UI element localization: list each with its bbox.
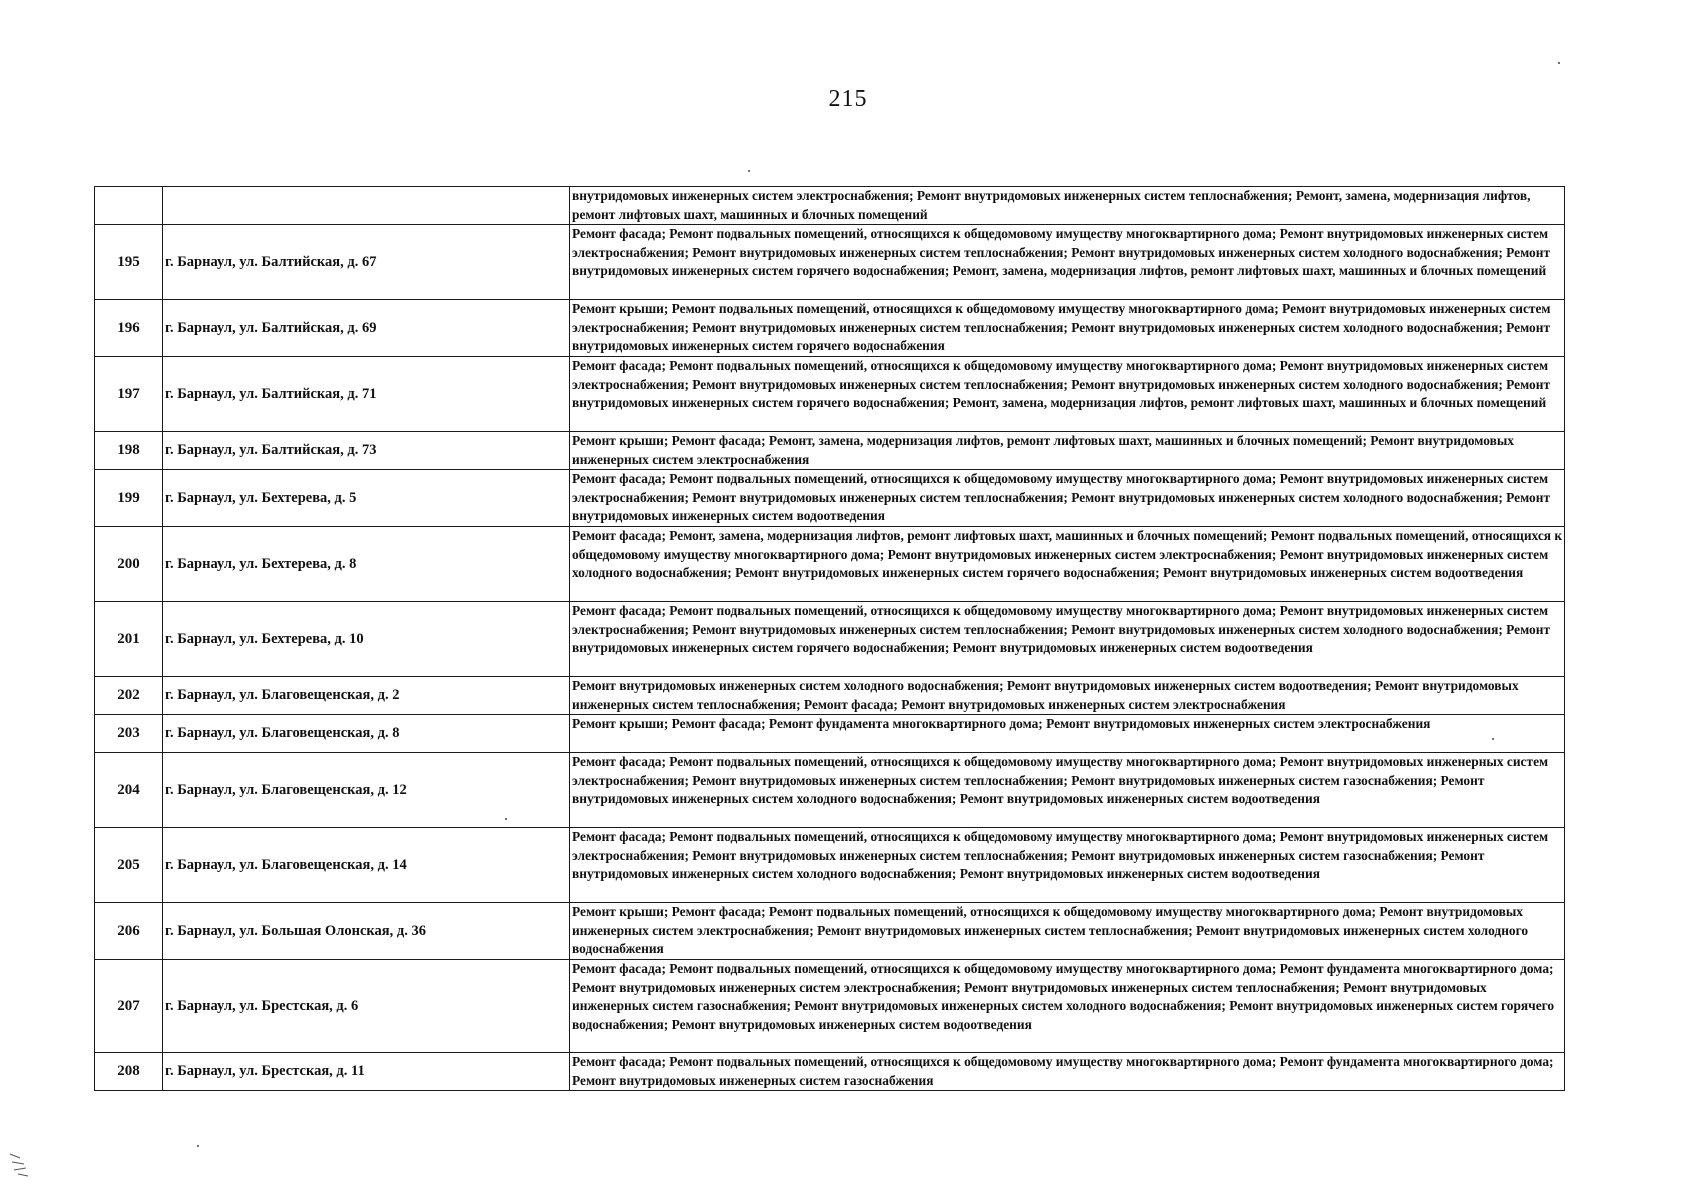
row-number-cell: 206: [95, 903, 163, 960]
table-row: [95, 960, 1565, 1053]
repair-table: [94, 186, 1565, 1091]
table-row: [95, 715, 1565, 753]
repair-table-wrapper: [94, 186, 1564, 1091]
works-cell: Ремонт крыши; Ремонт подвальных помещений, относящихся к общедомовому имуществу многоквартирного дома; Ремонт внутридомовых инженерных систем электроснабжения; Ремонт внутридомовых инженерных систем теплоснабжения; Ремонт внутридомовых инженерных систем холодного водоснабжения; Ремонт внутридомовых инженерных систем горячего водоснабжения: [570, 300, 1565, 357]
row-number-cell: 198: [95, 432, 163, 470]
row-number-cell: 202: [95, 677, 163, 715]
works-cell: Ремонт крыши; Ремонт фасада; Ремонт фундамента многоквартирного дома; Ремонт внутридомовых инженерных систем электроснабжения: [570, 715, 1565, 753]
works-cell: Ремонт крыши; Ремонт фасада; Ремонт подвальных помещений, относящихся к общедомовому имуществу многоквартирного дома; Ремонт внутридомовых инженерных систем электроснабжения; Ремонт внутридомовых инженерных систем теплоснабжения; Ремонт внутридомовых инженерных систем холодного водоснабжения: [570, 903, 1565, 960]
address-cell: г. Барнаул, ул. Бехтерева, д. 5: [163, 470, 570, 527]
row-number-cell: [95, 187, 163, 225]
scan-dust-dot: [1492, 738, 1494, 740]
address-cell: [163, 187, 570, 225]
table-row: [95, 903, 1565, 960]
address-cell: г. Барнаул, ул. Брестская, д. 6: [163, 960, 570, 1053]
table-row: [95, 828, 1565, 903]
address-cell: г. Барнаул, ул. Благовещенская, д. 12: [163, 753, 570, 828]
works-cell: Ремонт крыши; Ремонт фасада; Ремонт, замена, модернизация лифтов, ремонт лифтовых шахт, машинных и блочных помещений; Ремонт внутридомовых инженерных систем электроснабжения: [570, 432, 1565, 470]
scan-dust-dot: [1558, 62, 1560, 64]
table-row: [95, 225, 1565, 300]
table-row: [95, 300, 1565, 357]
scan-dust-dot: [197, 1145, 199, 1147]
page-number: 215: [828, 86, 868, 112]
works-cell: Ремонт фасада; Ремонт подвальных помещений, относящихся к общедомовому имуществу многоквартирного дома; Ремонт фундамента многоквартирного дома; Ремонт внутридомовых инженерных систем газоснабжения: [570, 1053, 1565, 1091]
address-cell: г. Барнаул, ул. Брестская, д. 11: [163, 1053, 570, 1091]
works-cell: Ремонт фасада; Ремонт, замена, модернизация лифтов, ремонт лифтовых шахт, машинных и блочных помещений; Ремонт подвальных помещений, относящихся к общедомовому имуществу многоквартирного дома; Ремонт внутридомовых инженерных систем электроснабжения; Ремонт внутридомовых инженерных систем холодного водоснабжения; Ремонт внутридомовых инженерных систем горячего водоснабжения; Ремонт внутридомовых инженерных систем водоотведения: [570, 527, 1565, 602]
row-number-cell: 201: [95, 602, 163, 677]
address-cell: г. Барнаул, ул. Балтийская, д. 69: [163, 300, 570, 357]
works-cell: внутридомовых инженерных систем электроснабжения; Ремонт внутридомовых инженерных систем теплоснабжения; Ремонт, замена, модернизация лифтов, ремонт лифтовых шахт, машинных и блочных помещений: [570, 187, 1565, 225]
table-row: [95, 357, 1565, 432]
works-cell: Ремонт фасада; Ремонт подвальных помещений, относящихся к общедомовому имуществу многоквартирного дома; Ремонт внутридомовых инженерных систем электроснабжения; Ремонт внутридомовых инженерных систем теплоснабжения; Ремонт внутридомовых инженерных систем холодного водоснабжения; Ремонт внутридомовых инженерных систем горячего водоснабжения; Ремонт, замена, модернизация лифтов, ремонт лифтовых шахт, машинных и блочных помещений: [570, 225, 1565, 300]
row-number-cell: 205: [95, 828, 163, 903]
row-number-cell: 197: [95, 357, 163, 432]
table-row: [95, 677, 1565, 715]
works-cell: Ремонт фасада; Ремонт подвальных помещений, относящихся к общедомовому имуществу многоквартирного дома; Ремонт фундамента многоквартирного дома; Ремонт внутридомовых инженерных систем электроснабжения; Ремонт внутридомовых инженерных систем теплоснабжения; Ремонт внутридомовых инженерных систем газоснабжения; Ремонт внутридомовых инженерных систем холодного водоснабжения; Ремонт внутридомовых инженерных систем горячего водоснабжения; Ремонт внутридомовых инженерных систем водоотведения: [570, 960, 1565, 1053]
table-row: [95, 602, 1565, 677]
table-row: [95, 1053, 1565, 1091]
works-cell: Ремонт фасада; Ремонт подвальных помещений, относящихся к общедомовому имуществу многоквартирного дома; Ремонт внутридомовых инженерных систем электроснабжения; Ремонт внутридомовых инженерных систем теплоснабжения; Ремонт внутридомовых инженерных систем газоснабжения; Ремонт внутридомовых инженерных систем холодного водоснабжения; Ремонт внутридомовых инженерных систем водоотведения: [570, 828, 1565, 903]
address-cell: г. Барнаул, ул. Балтийская, д. 71: [163, 357, 570, 432]
row-number-cell: 195: [95, 225, 163, 300]
address-cell: г. Барнаул, ул. Бехтерева, д. 10: [163, 602, 570, 677]
address-cell: г. Барнаул, ул. Благовещенская, д. 2: [163, 677, 570, 715]
scan-artifact-mark: [8, 1150, 34, 1178]
works-cell: Ремонт фасада; Ремонт подвальных помещений, относящихся к общедомовому имуществу многоквартирного дома; Ремонт внутридомовых инженерных систем электроснабжения; Ремонт внутридомовых инженерных систем теплоснабжения; Ремонт внутридомовых инженерных систем холодного водоснабжения; Ремонт внутридомовых инженерных систем горячего водоснабжения; Ремонт внутридомовых инженерных систем водоотведения: [570, 602, 1565, 677]
table-row: [95, 753, 1565, 828]
table-row: [95, 470, 1565, 527]
address-cell: г. Барнаул, ул. Бехтерева, д. 8: [163, 527, 570, 602]
works-cell: Ремонт фасада; Ремонт подвальных помещений, относящихся к общедомовому имуществу многоквартирного дома; Ремонт внутридомовых инженерных систем электроснабжения; Ремонт внутридомовых инженерных систем теплоснабжения; Ремонт внутридомовых инженерных систем холодного водоснабжения; Ремонт внутридомовых инженерных систем горячего водоснабжения; Ремонт, замена, модернизация лифтов, ремонт лифтовых шахт, машинных и блочных помещений: [570, 357, 1565, 432]
row-number-cell: 199: [95, 470, 163, 527]
table-row: [95, 432, 1565, 470]
row-number-cell: 200: [95, 527, 163, 602]
works-cell: Ремонт фасада; Ремонт подвальных помещений, относящихся к общедомовому имуществу многоквартирного дома; Ремонт внутридомовых инженерных систем электроснабжения; Ремонт внутридомовых инженерных систем теплоснабжения; Ремонт внутридомовых инженерных систем холодного водоснабжения; Ремонт внутридомовых инженерных систем водоотведения: [570, 470, 1565, 527]
works-cell: Ремонт фасада; Ремонт подвальных помещений, относящихся к общедомовому имуществу многоквартирного дома; Ремонт внутридомовых инженерных систем электроснабжения; Ремонт внутридомовых инженерных систем теплоснабжения; Ремонт внутридомовых инженерных систем газоснабжения; Ремонт внутридомовых инженерных систем холодного водоснабжения; Ремонт внутридомовых инженерных систем водоотведения: [570, 753, 1565, 828]
address-cell: г. Барнаул, ул. Благовещенская, д. 14: [163, 828, 570, 903]
table-row: [95, 187, 1565, 225]
row-number-cell: 203: [95, 715, 163, 753]
row-number-cell: 207: [95, 960, 163, 1053]
address-cell: г. Барнаул, ул. Балтийская, д. 67: [163, 225, 570, 300]
scan-dust-dot: [505, 818, 507, 820]
address-cell: г. Барнаул, ул. Большая Олонская, д. 36: [163, 903, 570, 960]
row-number-cell: 208: [95, 1053, 163, 1091]
works-cell: Ремонт внутридомовых инженерных систем холодного водоснабжения; Ремонт внутридомовых инженерных систем водоотведения; Ремонт внутридомовых инженерных систем теплоснабжения; Ремонт фасада; Ремонт внутридомовых инженерных систем электроснабжения: [570, 677, 1565, 715]
row-number-cell: 196: [95, 300, 163, 357]
address-cell: г. Барнаул, ул. Благовещенская, д. 8: [163, 715, 570, 753]
address-cell: г. Барнаул, ул. Балтийская, д. 73: [163, 432, 570, 470]
table-row: [95, 527, 1565, 602]
scan-dust-dot: [748, 170, 750, 172]
row-number-cell: 204: [95, 753, 163, 828]
